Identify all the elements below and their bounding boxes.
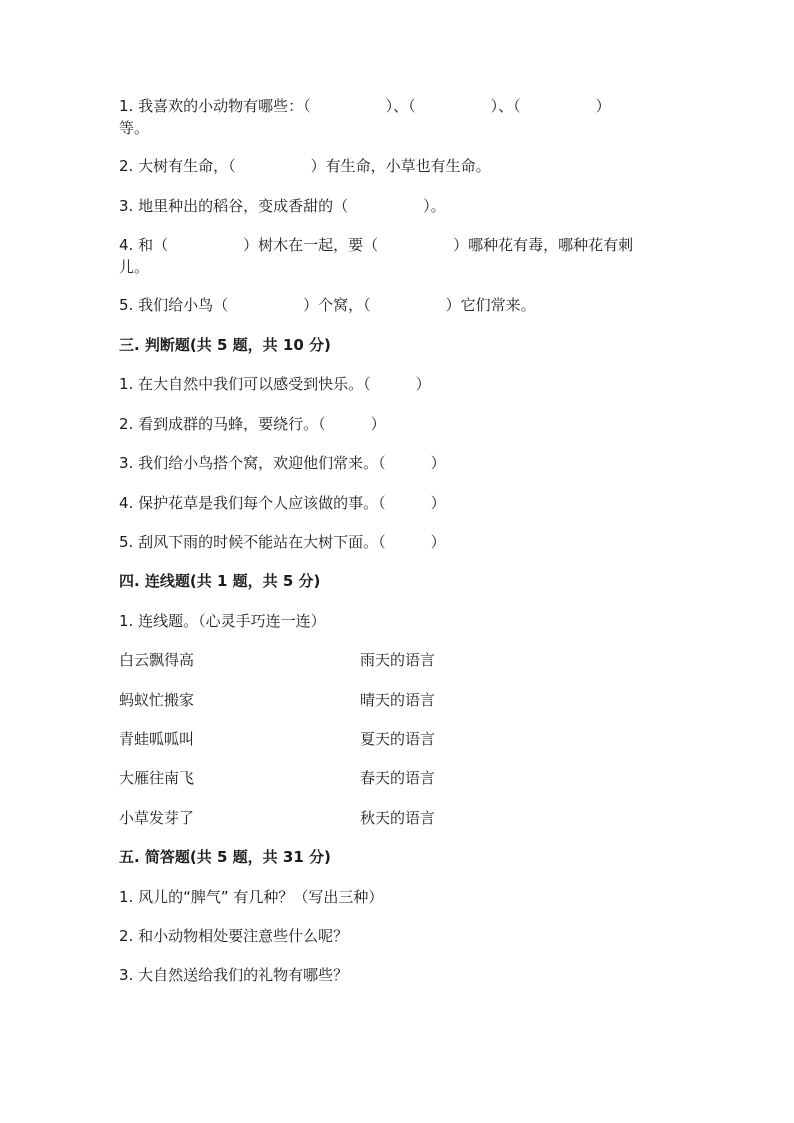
matching-left-2: 蚂蚁忙搬家 — [119, 691, 195, 709]
matching-question: 1. 连线题。（心灵手巧连一连） — [119, 612, 326, 630]
matching-right-4: 春天的语言 — [360, 769, 436, 787]
short-answer-item-1: 1. 风儿的“脾气” 有几种？（写出三种） — [119, 888, 384, 906]
fill-blank-item-1-cont: 等。 — [119, 119, 150, 137]
matching-left-5: 小草发芽了 — [119, 809, 195, 827]
fill-blank-item-4: 4. 和（ ）树木在一起，要（ ）哪种花有毒，哪种花有刺 — [119, 236, 634, 254]
true-false-item-1: 1. 在大自然中我们可以感受到快乐。（ ） — [119, 375, 431, 393]
short-answer-item-2: 2. 和小动物相处要注意些什么呢？ — [119, 927, 349, 945]
matching-right-1: 雨天的语言 — [360, 651, 436, 669]
matching-left-3: 青蛙呱呱叫 — [119, 730, 195, 748]
matching-right-5: 秋天的语言 — [360, 809, 436, 827]
true-false-item-2: 2. 看到成群的马蜂，要绕行。（ ） — [119, 415, 386, 433]
true-false-heading: 三. 判断题(共 5 题，共 10 分) — [119, 336, 331, 354]
fill-blank-item-2: 2. 大树有生命，（ ）有生命，小草也有生命。 — [119, 157, 491, 175]
true-false-item-3: 3. 我们给小鸟搭个窝，欢迎他们常来。（ ） — [119, 454, 446, 472]
matching-left-4: 大雁往南飞 — [119, 769, 195, 787]
matching-right-3: 夏天的语言 — [360, 730, 436, 748]
matching-heading: 四. 连线题(共 1 题，共 5 分) — [119, 572, 321, 590]
true-false-item-5: 5. 刮风下雨的时候不能站在大树下面。（ ） — [119, 533, 446, 551]
matching-right-2: 晴天的语言 — [360, 691, 436, 709]
fill-blank-item-5: 5. 我们给小鸟（ ）个窝，（ ）它们常来。 — [119, 296, 536, 314]
true-false-item-4: 4. 保护花草是我们每个人应该做的事。（ ） — [119, 494, 446, 512]
fill-blank-item-3: 3. 地里种出的稻谷，变成香甜的（ ）。 — [119, 197, 446, 215]
short-answer-heading: 五. 简答题(共 5 题，共 31 分) — [119, 848, 331, 866]
matching-left-1: 白云飘得高 — [119, 651, 195, 669]
short-answer-item-3: 3. 大自然送给我们的礼物有哪些？ — [119, 966, 349, 984]
fill-blank-item-4-cont: 儿。 — [119, 258, 150, 276]
fill-blank-item-1: 1. 我喜欢的小动物有哪些：（ ）、（ ）、（ ） — [119, 97, 611, 115]
